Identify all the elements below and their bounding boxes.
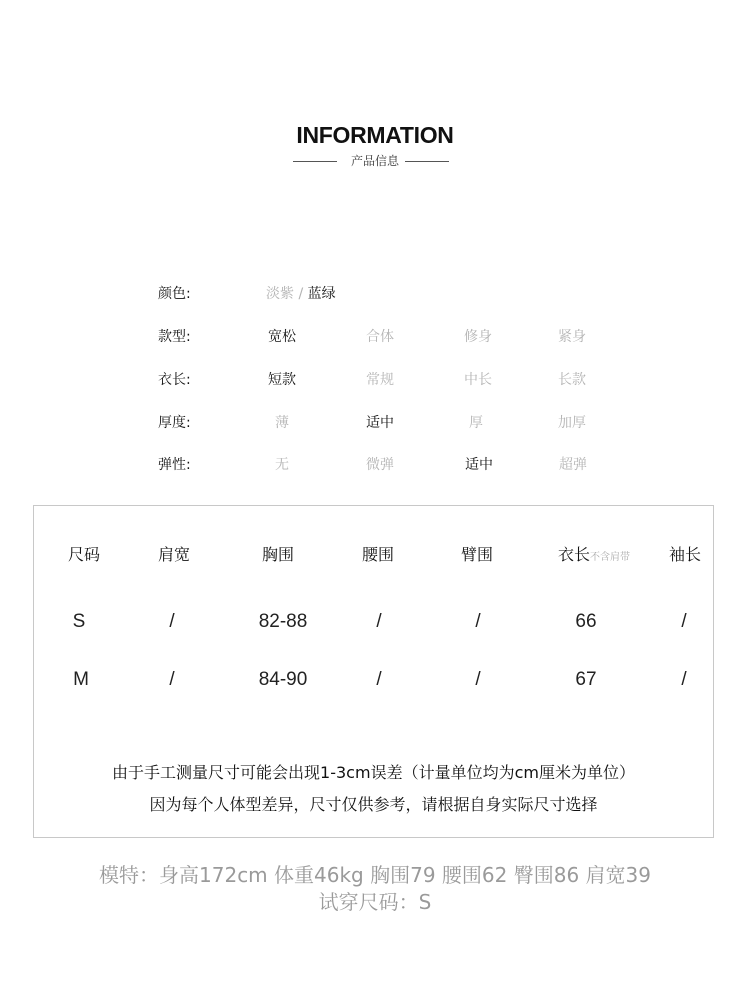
model-trial-size: 试穿尺码：S [318,890,432,914]
page-title: INFORMATION [296,122,454,148]
attr-row-thickness [0,412,750,434]
attr-option: 宽松 [268,329,296,345]
attr-option: 修身 [464,329,492,345]
table-cell: 67 [575,669,597,690]
table-cell: 66 [575,611,597,632]
table-cell: / [169,611,175,632]
attr-option: 紧身 [558,329,586,345]
attr-option: 加厚 [558,415,586,431]
model-measurements: 模特：身高172cm 体重46kg 胸围79 腰围62 臀围86 肩宽39 [99,863,651,887]
table-header: 衣长 [558,545,591,564]
attr-option: 无 [275,457,289,473]
attr-option: 薄 [275,415,289,431]
table-header: 肩宽 [157,545,190,564]
length-note: 不含肩带 [590,552,631,563]
color-values [266,283,336,303]
table-cell: / [681,669,687,690]
attr-label: 厚度: [158,415,191,431]
fit-note: 因为每个人体型差异，尺寸仅供参考，请根据自身实际尺寸选择 [149,795,598,814]
attr-option: 中长 [464,372,492,388]
table-header: 尺码 [67,545,100,564]
attr-option: 短款 [268,372,296,388]
attr-option: 合体 [366,329,394,345]
table-cell: / [376,611,382,632]
table-cell: / [475,611,481,632]
attr-option: 超弹 [559,457,587,473]
attr-label: 弹性: [158,457,191,473]
size-table [33,505,714,838]
table-header: 胸围 [261,545,294,564]
table-header-length [558,542,648,565]
attr-label: 衣长: [158,372,191,388]
color-separator: / [294,286,308,302]
table-header: 袖长 [668,545,701,564]
table-header: 臂围 [460,545,493,564]
attr-row-fit [0,326,750,348]
table-cell: S [72,611,86,632]
table-cell: / [475,669,481,690]
color-option: 淡紫 [266,286,294,302]
attr-row-elasticity [0,454,750,476]
divider-right [405,161,449,162]
table-cell: M [73,669,89,690]
attr-label: 款型: [158,329,191,345]
color-option: 蓝绿 [307,286,336,302]
attr-option: 长款 [558,372,586,388]
table-cell: / [681,611,687,632]
table-header: 腰围 [361,545,394,564]
attr-option: 适中 [366,415,394,431]
table-cell: / [169,669,175,690]
subtitle-text: 产品信息 [350,154,399,168]
measurement-note: 由于手工测量尺寸可能会出现1-3cm误差（计量单位均为cm厘米为单位） [112,763,635,782]
attr-option: 厚 [469,415,483,431]
attr-option: 常规 [366,372,394,388]
attr-option: 适中 [465,457,493,473]
attr-option: 微弹 [366,457,394,473]
attr-label: 颜色: [158,286,191,302]
table-cell: 82-88 [258,611,308,632]
table-cell: / [376,669,382,690]
section-subtitle [0,152,750,170]
attr-row-length [0,369,750,391]
table-cell: 84-90 [258,669,308,690]
attr-row-color [0,283,750,305]
